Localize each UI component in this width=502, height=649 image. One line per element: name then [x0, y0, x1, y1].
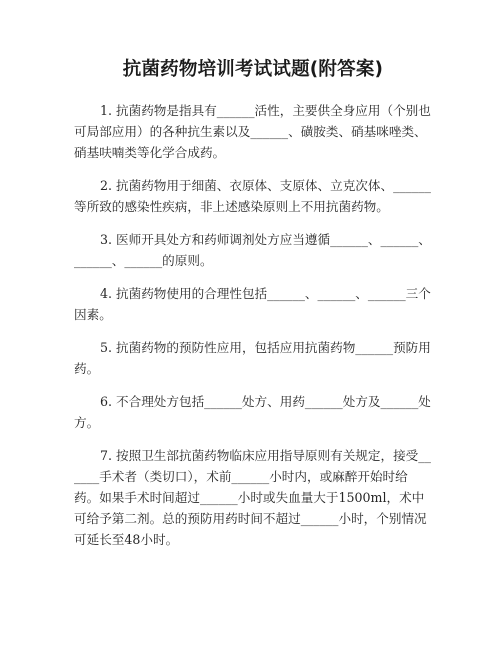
question-6: 6. 不合理处方包括______处方、用药______处方及______处方。 [74, 394, 431, 430]
question-4: 4. 抗菌药物使用的合理性包括______、______、______三个因素。 [74, 286, 431, 322]
question-7: 7. 按照卫生部抗菌药物临床应用指导原则有关规定，接受______手术者（类切口），术前______小时内，或麻醉开始时给药。如果手术时间超过______小时或失血量大于1500ml，术中可给予第二剂。总的预防用药时间不超过______小时，个别情况可延长至48小时。 [74, 448, 431, 547]
question-2: 2. 抗菌药物用于细菌、衣原体、支原体、立克次体、______等所致的感染性疾病，非上述感染原则上不用抗菌药物。 [74, 178, 431, 214]
document-title: 抗菌药物培训考试试题(附答案) [122, 59, 384, 80]
question-3: 3. 医师开具处方和药师调剂处方应当遵循______、______、______、______的原则。 [74, 232, 431, 268]
question-5: 5. 抗菌药物的预防性应用，包括应用抗菌药物______预防用药。 [74, 340, 431, 376]
question-1: 1. 抗菌药物是指具有______活性，主要供全身应用（个别也可局部应用）的各种抗生素以及______、磺胺类、硝基咪唑类、硝基呋喃类等化学合成药。 [74, 103, 431, 160]
